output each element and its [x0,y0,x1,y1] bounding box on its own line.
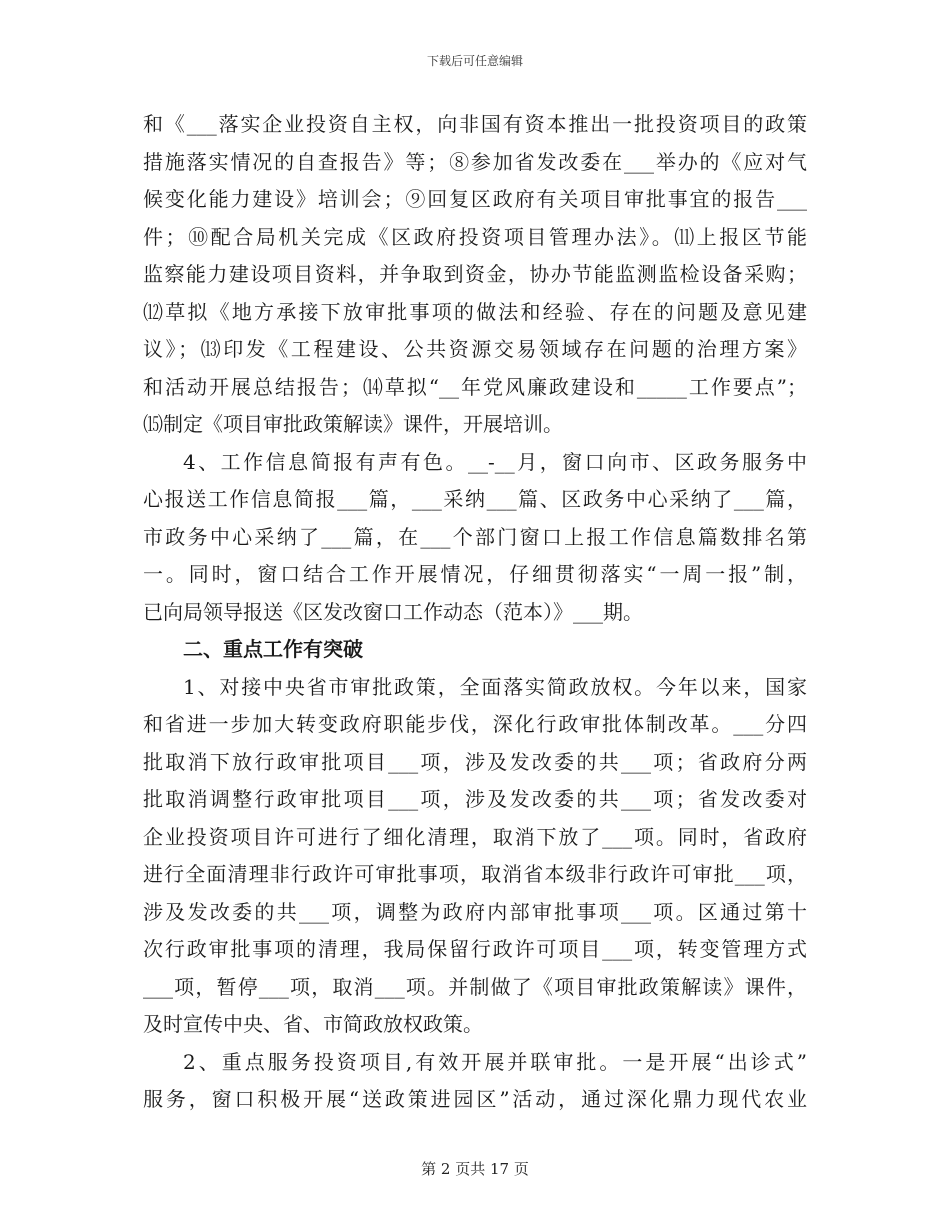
body-line: 件；⑩配合局机关完成《区政府投资项目管理办法》。⑾上报区节能 [143,224,807,249]
body-line: 和省进一步加大转变政府职能步伐，深化行政审批体制改革。___分四 [143,712,807,736]
paragraph-first-line: 4、工作信息简报有声有色。__-__月，窗口向市、区政务服务中 [183,449,807,474]
body-line: 及时宣传中央、省、市简政放权政策。 [143,1012,483,1036]
body-line: 一。同时，窗口结合工作开展情况，仔细贯彻落实“一周一报”制， [143,562,807,586]
document-body [143,106,807,1119]
body-line: 批取消调整行政审批项目___项，涉及发改委的共___项；省发改委对 [143,787,807,811]
body-line: 议》；⒀印发《工程建设、公共资源交易领域存在问题的治理方案》 [143,337,807,361]
page-header-note: 下载后可任意编辑 [426,54,523,68]
page-number: 第 2 页共 17 页 [421,1160,529,1178]
body-line: 进行全面清理非行政许可审批事项，取消省本级非行政许可审批___项， [143,862,807,886]
body-line: ⑿草拟《地方承接下放审批事项的做法和经验、存在的问题及意见建 [143,299,807,324]
paragraph-first-line: 1、对接中央省市审批政策，全面落实简政放权。今年以来，国家 [183,674,807,699]
body-line: 服务，窗口积极开展“送政策进园区”活动，通过深化鼎力现代农业 [143,1087,807,1111]
body-line: ⒂制定《项目审批政策解读》课件，开展培训。 [143,412,563,436]
paragraph-first-line: 2、重点服务投资项目,有效开展并联审批。一是开展“出诊式” [183,1049,807,1074]
body-line: 涉及发改委的共___项，调整为政府内部审批事项___项。区通过第十 [143,899,807,924]
body-line: 候变化能力建设》培训会；⑨回复区政府有关项目审批事宜的报告___ [143,187,807,211]
body-line: 和活动开展总结报告；⒁草拟“__年党风廉政建设和_____工作要点”； [143,374,807,399]
body-line: 企业投资项目许可进行了细化清理，取消下放了___项。同时，省政府 [143,824,807,849]
body-line: ___项，暂停___项，取消___项。并制做了《项目审批政策解读》课件， [143,974,807,999]
body-line: 和《___落实企业投资自主权，向非国有资本推出一批投资项目的政策 [143,112,807,136]
section-heading: 二、重点工作有突破 [183,637,363,661]
body-line: 监察能力建设项目资料，并争取到资金，协办节能监测监检设备采购； [143,262,807,286]
body-line: 措施落实情况的自查报告》等；⑧参加省发改委在___举办的《应对气 [143,149,807,174]
body-line: 批取消下放行政审批项目___项，涉及发改委的共___项；省政府分两 [143,749,807,774]
body-line: 心报送工作信息简报___篇，___采纳___篇、区政务中心采纳了___篇， [143,487,807,511]
body-line: 已向局领导报送《区发改窗口工作动态（范本）》___期。 [143,599,643,624]
body-line: 次行政审批事项的清理，我局保留行政许可项目___项，转变管理方式 [143,937,807,961]
body-line: 市政务中心采纳了___篇，在___个部门窗口上报工作信息篇数排名第 [143,524,807,549]
